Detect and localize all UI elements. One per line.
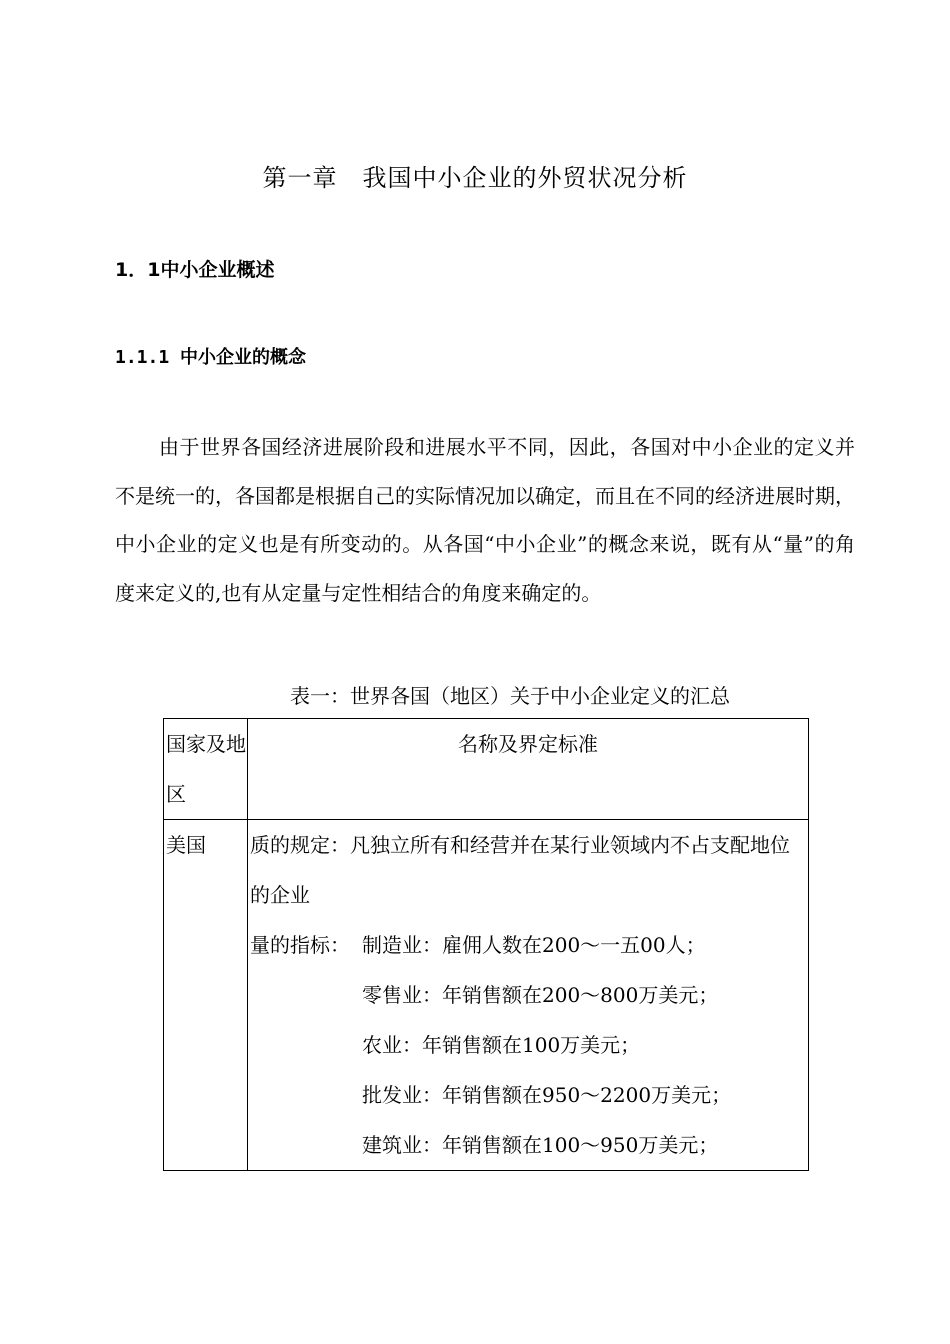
body-paragraph: 由于世界各国经济进展阶段和进展水平不同，因此，各国对中小企业的定义并不是统一的，各国都是根据自己的实际情况加以确定，而且在不同的经济进展时期，中小企业的定义也是有所变动的。从各国“中小企业”的概念来说，既有从“量”的角度来定义的,也有从定量与定性相结合的角度来确定的。 [115, 435, 855, 605]
table-row [164, 820, 809, 1171]
quantitative-line [250, 1120, 808, 1170]
header-standard: 名称及界定标准 [248, 719, 809, 820]
quantitative-item: 制造业：雇佣人数在200～一五00人； [362, 933, 706, 957]
quantitative-item: 零售业：年销售额在200～800万美元； [362, 983, 719, 1007]
quantitative-item: 农业：年销售额在100万美元； [362, 1033, 641, 1057]
header-country: 国家及地区 [164, 719, 248, 820]
table-caption: 表一：世界各国（地区）关于中小企业定义的汇总 [290, 684, 730, 708]
chapter-title: 第一章 我国中小企业的外贸状况分析 [262, 164, 688, 192]
subsection-title: 1.1.1 中小企业的概念 [115, 347, 307, 368]
quantitative-line [250, 920, 808, 970]
quantitative-item: 批发业：年销售额在950～2200万美元； [362, 1083, 732, 1107]
quantitative-label: 量的指标： [250, 933, 350, 957]
section-title: 1．1中小企业概述 [115, 259, 275, 281]
quantitative-line [250, 1070, 808, 1120]
quantitative-line [250, 970, 808, 1020]
qualitative-definition: 质的规定：凡独立所有和经营并在某行业领域内不占支配地位的企业 [250, 833, 790, 907]
table-header-row [164, 719, 809, 820]
row-standard [248, 820, 809, 1171]
sme-definition-table [163, 718, 809, 1171]
quantitative-line [250, 1020, 808, 1070]
quantitative-item: 建筑业：年销售额在100～950万美元； [362, 1133, 719, 1157]
row-country: 美国 [164, 820, 248, 1171]
